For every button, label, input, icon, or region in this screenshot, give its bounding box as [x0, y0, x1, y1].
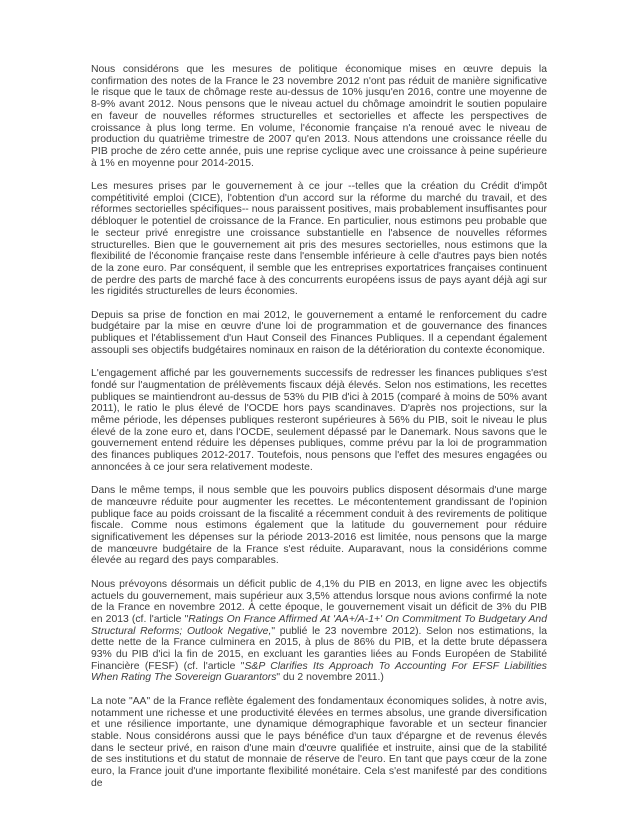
- text-run: Dans le même temps, il nous semble que les pouvoirs publics disposent désormais d'une marge de manœuvre réduite pour augmenter les recettes. Le mécontentement grandissant de l'opinion publique face au poids croissant de la fiscalité a récemment conduit à des revirements de politique fiscale. Comme nous estimons également que la latitude du gouvernement pour réduire significativement les dépenses sur la période 2013-2016 est limitée, nous pensons que la marge de manœuvre budgétaire de la France s'est réduite. Auparavant, nous la considérions comme élevée au regard des pays comparables.: [91, 485, 547, 567]
- paragraph-aa-rating-fundamentals: [91, 696, 547, 790]
- text-run: L'engagement affiché par les gouvernements successifs de redresser les finances publiques s'est fondé sur l'augmentation de prélèvements fiscaux déjà élevés. Selon nos estimations, les recettes publiques se maintiendront au-dessus de 53% du PIB d'ici à 2015 (comparé à moins de 50% avant 2011), le ratio le plus élevé de l'OCDE hors pays scandinaves. D'après nos projections, sur la même période, les dépenses publiques resteront supérieures à 56% du PIB, soit le niveau le plus élevé de la zone euro et, dans l'OCDE, seulement dépassé par le Danemark. Nous savons que le gouvernement entend réduire les dépenses publiques, comme prévu par la loi de programmation des finances publiques 2012-2017. Toutefois, nous pensons que l'effet des mesures engagées ou annoncées à ce jour sera relativement modeste.: [91, 368, 547, 473]
- article-title-efsf-liabilities: S&P Clarifies Its Approach To Accounting For EFSF Liabilities When Rating The Sovereign Guarantors: [91, 660, 547, 684]
- text-run: Nous considérons que les mesures de politique économique mises en œuvre depuis la confirmation des notes de la France le 23 novembre 2012 n'ont pas réduit de manière significative le risque que le taux de chômage reste au-dessus de 10% jusqu'en 2016, contre une moyenne de 8-9% avant 2012. Nous pensons que le niveau actuel du chômage amoindrit le soutien populaire en faveur de nouvelles réformes structurelles et sectorielles et affecte les perspectives de croissance à plus long terme. En volume, l'économie française n'a renoué avec le niveau de production du quatrième trimestre de 2007 qu'en 2013. Nous attendons une croissance réelle du PIB proche de zéro cette année, puis une reprise cyclique avec une croissance à peine supérieure à 1% en moyenne pour 2014-2015.: [91, 64, 547, 169]
- text-run: Depuis sa prise de fonction en mai 2012, le gouvernement a entamé le renforcement du cadre budgétaire par la mise en œuvre d'une loi de programmation et de gouvernance des finances publiques et l'établissement d'un Haut Conseil des Finances Publiques. Il a cependant également assoupli ses objectifs budgétaires nominaux en raison de la détérioration du contexte économique.: [91, 309, 547, 356]
- paragraph-public-finances: [91, 368, 547, 473]
- paragraph-fiscal-margin: [91, 485, 547, 567]
- paragraph-budget-framework: [91, 310, 547, 357]
- paragraph-deficit-forecast: [91, 579, 547, 684]
- text-run: Les mesures prises par le gouvernement à ce jour --telles que la création du Crédit d'impôt compétitivité emploi (CICE), l'obtention d'un accord sur la réforme du marché du travail, et des réformes sectorielles spécifiques-- nous paraissent positives, mais probablement insuffisantes pour débloquer le potentiel de croissance de la France. En particulier, nous estimons peu probable que le secteur privé enregistre une croissance substantielle en l'absence de nouvelles réformes structurelles. Bien que le gouvernement ait pris des mesures sectorielles, nous estimons que la flexibilité de l'économie française reste dans l'ensemble inférieure à celle d'autres pays bien notés de la zone euro. Par conséquent, il semble que les entreprises exportatrices françaises continuent de perdre des parts de marché face à des concurrents européens issus de pays ayant déjà agi sur les rigidités structurelles de leurs économies.: [91, 181, 547, 298]
- text-run: " du 2 novembre 2011.): [276, 672, 384, 684]
- text-run: La note "AA" de la France reflète également des fondamentaux économiques solides, à notre avis, notamment une richesse et une productivité élevées en termes absolus, une grande diversification et une résilience importante, une dynamique démographique favorable et un secteur financier stable. Nous considérons aussi que le pays bénéfice d'un taux d'épargne et de revenus élevés dans le secteur privé, en raison d'une main d'œuvre qualifiée et instruite, ainsi que de la stabilité de ses institutions et du statut de monnaie de réserve de l'euro. En tant que pays cœur de la zone euro, la France jouit d'une importante flexibilité monétaire. Cela s'est manifesté par des conditions de: [91, 695, 547, 789]
- text-run: Nous prévoyons désormais un déficit public de 4,1% du PIB en 2013, en ligne avec les objectifs actuels du gouvernement, mais supérieur aux 3,5% attendus lorsque nous avions confirmé la note de la France en novembre 2012. À cette époque, le gouvernement visait un déficit de 3% du PIB en 2013 (cf. l'article ": [91, 578, 547, 625]
- article-title-ratings-affirmed: Ratings On France Affirmed At 'AA+/A-1+' On Commitment To Budgetary And Structural Reforms; Outlook Negative,: [91, 613, 547, 637]
- text-run: " publié le 23 novembre 2012). Selon nos estimations, la dette nette de la France culminera en 2015, à plus de 86% du PIB, et la dette brute dépassera 93% du PIB d'ici la fin de 2015, en excluant les garanties liées au Fonds Européen de Stabilité Financière (FESF) (cf. l'article ": [91, 625, 547, 672]
- paragraph-economic-policy: [91, 64, 547, 169]
- paragraph-government-measures: [91, 181, 547, 298]
